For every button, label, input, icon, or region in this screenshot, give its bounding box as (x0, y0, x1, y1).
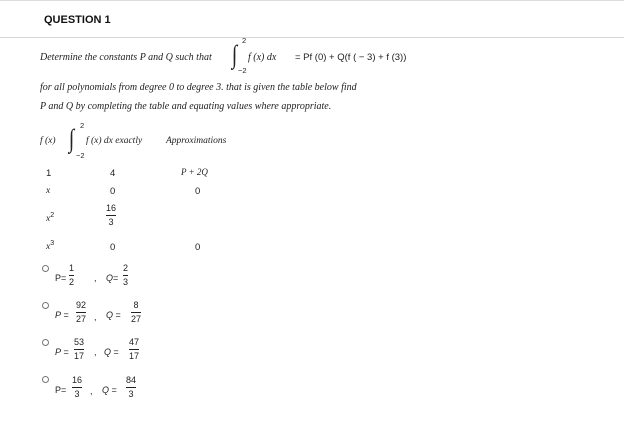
option-a-q-fraction: 2 3 (123, 263, 129, 287)
option-c-q-label: Q = (104, 347, 119, 357)
integral-lower-limit: −2 (238, 66, 247, 75)
table-row-fx: $x^2$ (46, 212, 55, 225)
option-a-p-fraction: 1 2 (69, 263, 75, 287)
option-a-q-label: Q= (106, 273, 119, 283)
option-c-p-fraction: 53 17 (74, 337, 85, 361)
table-header-approx: Approximations (166, 136, 227, 146)
table-integral-upper: 2 (80, 121, 85, 130)
table-row-exact: 0 (110, 186, 116, 197)
prompt-integrand: f (x) dx (248, 52, 277, 63)
option-a-radio[interactable] (42, 265, 49, 272)
option-b-radio[interactable] (42, 302, 49, 309)
option-c-radio[interactable] (42, 339, 49, 346)
option-b-p-fraction: 92 27 (76, 300, 87, 324)
table-row-exact: 0 (110, 242, 116, 253)
table-integral-lower: −2 (76, 151, 85, 160)
table-row-fx: $x^3$ (46, 240, 55, 253)
table-row-exact: 4 (110, 168, 116, 179)
table-row-approx: 0 (195, 242, 201, 253)
option-d-p-fraction: 16 3 (72, 375, 83, 399)
prompt-line2: for all polynomials from degree 0 to degree 3. that is given the table below find (40, 82, 357, 93)
option-d-q-fraction: 84 3 (126, 375, 137, 399)
option-b-p-label: P = (55, 310, 69, 320)
option-b-comma: , (94, 312, 97, 322)
table-row-exact-fraction: 16 3 (106, 203, 117, 227)
option-d-q-label: Q = (102, 385, 117, 395)
prompt-line3: P and Q by completing the table and equating values where appropriate. (40, 101, 332, 112)
integral-symbol: ∫ (231, 40, 238, 69)
table-integral-symbol: ∫ (68, 124, 75, 153)
option-c-comma: , (94, 347, 97, 357)
option-d-p-label: P= (55, 385, 67, 395)
option-a-comma: , (94, 273, 97, 283)
option-b-q-label: Q = (106, 310, 121, 320)
option-c-p-label: P = (55, 347, 69, 357)
table-header-fx: f (x) (40, 136, 56, 146)
table-row-approx: P + 2Q (181, 167, 208, 177)
option-d-comma: , (90, 386, 93, 396)
top-divider (0, 0, 624, 1)
table-row-fx: 1 (46, 168, 52, 179)
table-header-exact: f (x) dx exactly (86, 136, 143, 146)
option-c-q-fraction: 47 17 (129, 337, 140, 361)
question-title: QUESTION 1 (44, 14, 111, 26)
prompt-line1: Determine the constants P and Q such that (40, 52, 212, 63)
prompt-rhs: = Pf (0) + Q(f ( − 3) + f (3)) (295, 52, 407, 63)
option-d-radio[interactable] (42, 376, 49, 383)
question-header (0, 2, 624, 38)
table-row-approx: 0 (195, 186, 201, 197)
option-a-p-label: P= (55, 273, 67, 283)
option-b-q-fraction: 8 27 (131, 300, 142, 324)
integral-upper-limit: 2 (242, 36, 247, 45)
table-row-fx: x (46, 186, 51, 196)
